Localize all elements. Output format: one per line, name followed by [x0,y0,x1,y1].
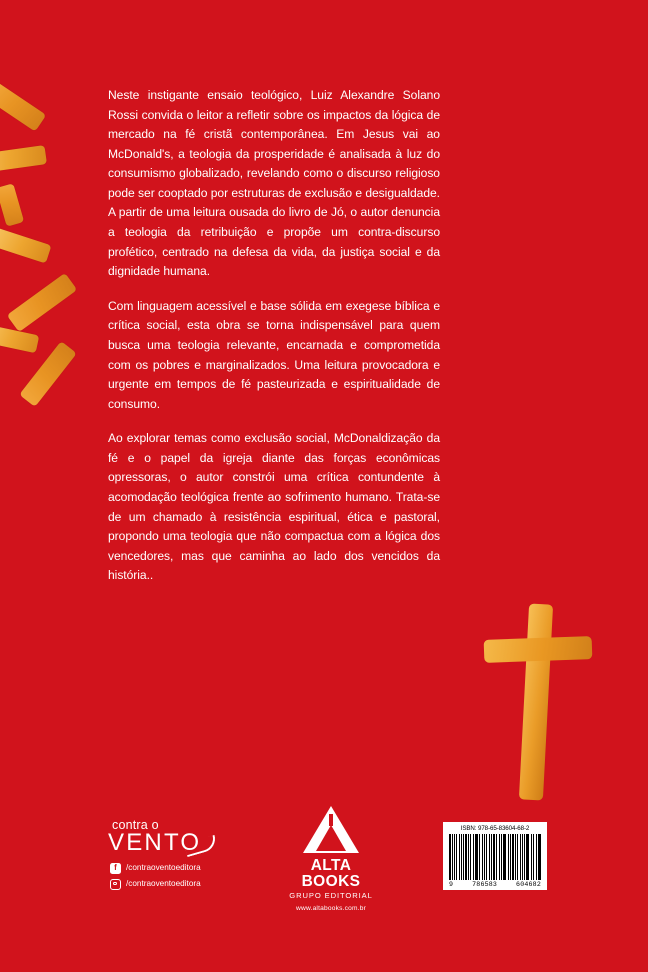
facebook-icon: f [110,863,121,874]
barcode-block [443,822,547,890]
barcode-digit-mid: 786583 [472,881,498,888]
instagram-row[interactable] [110,878,201,891]
cross-vertical-bar [519,604,553,801]
french-fry-decoration-icon [0,145,47,174]
french-fry-decoration-icon [0,80,46,131]
publisher-logo-contra-o-vento [108,818,288,855]
imprint-logo-alta-books [283,806,379,912]
barcode-digits [447,880,543,888]
blurb-paragraph-2: Com linguagem acessível e base sólida em exegese bíblica e crítica social, esta obra se torna indispensável para quem busca uma teologia relevante, encarnada e comprometida com os pobres e marginalizados. Uma leitura provocadora e urgente em tempos de fé pasteurizada e espiritualidade de consumo. [108,298,440,411]
publisher-logo-line2-wrap [108,831,201,855]
publisher-logo-line1: contra o [112,818,159,832]
triangle-notch [316,825,346,851]
barcode-bars [447,834,543,880]
blurb-paragraph-3: Ao explorar temas como exclusão social, McDonaldização da fé e o papel da igreja diante das forças econômicas opressoras, o autor constrói uma crítica contundente à acomodação teológica frente ao sofrimento humano. Trata-se de um chamado à resistência espiritual, ética e pastoral, propondo uma teologia que não compactua com a lógica dos vencedores, mas que caminha ao lado dos vencidos da história.. [108,431,440,583]
barcode-digit-right: 604682 [516,881,541,888]
cross-horizontal-bar [484,636,593,663]
cover-footer [0,800,648,930]
alta-books-triangle-icon [302,806,360,854]
barcode-digit-left: 9 [449,881,454,888]
imprint-name: ALTA BOOKS [301,857,361,890]
back-cover-blurb [108,86,440,586]
facebook-row[interactable] [110,862,201,875]
instagram-handle: /contraoventoeditora [126,878,201,888]
french-fry-decoration-icon [0,183,24,226]
imprint-subtitle: GRUPO EDITORIAL [289,891,373,900]
french-fry-decoration-icon [7,273,78,332]
blurb-paragraph-1: Neste instigante ensaio teológico, Luiz Alexandre Solano Rossi convida o leitor a refletir sobre os impactos da lógica de mercado na fé cristã contemporânea. Em Jesus vai ao McDonald's, a teologia da prosperidade é analisada à luz do consumismo globalizado, revelando como o discurso religioso pode ser cooptado por estruturas de exclusão e desigualdade. A partir de uma leitura ousada do livro de Jó, o autor denuncia a teologia da retribuição e propõe um contra-discurso profético, centrado na defesa da vida, da justiça social e da dignidade humana. [108,88,440,279]
social-handles [110,862,201,893]
imprint-url[interactable]: www.altabooks.com.br [296,905,366,912]
instagram-icon [110,879,121,890]
publisher-logo-line2: VENTO [108,829,202,856]
french-fry-decoration-icon [0,228,52,264]
isbn-label: ISBN: 978-65-83604-68-2 [460,825,530,832]
facebook-handle: /contraoventoeditora [126,863,201,872]
fry-cross-icon [478,600,598,800]
triangle-slit [329,814,333,826]
